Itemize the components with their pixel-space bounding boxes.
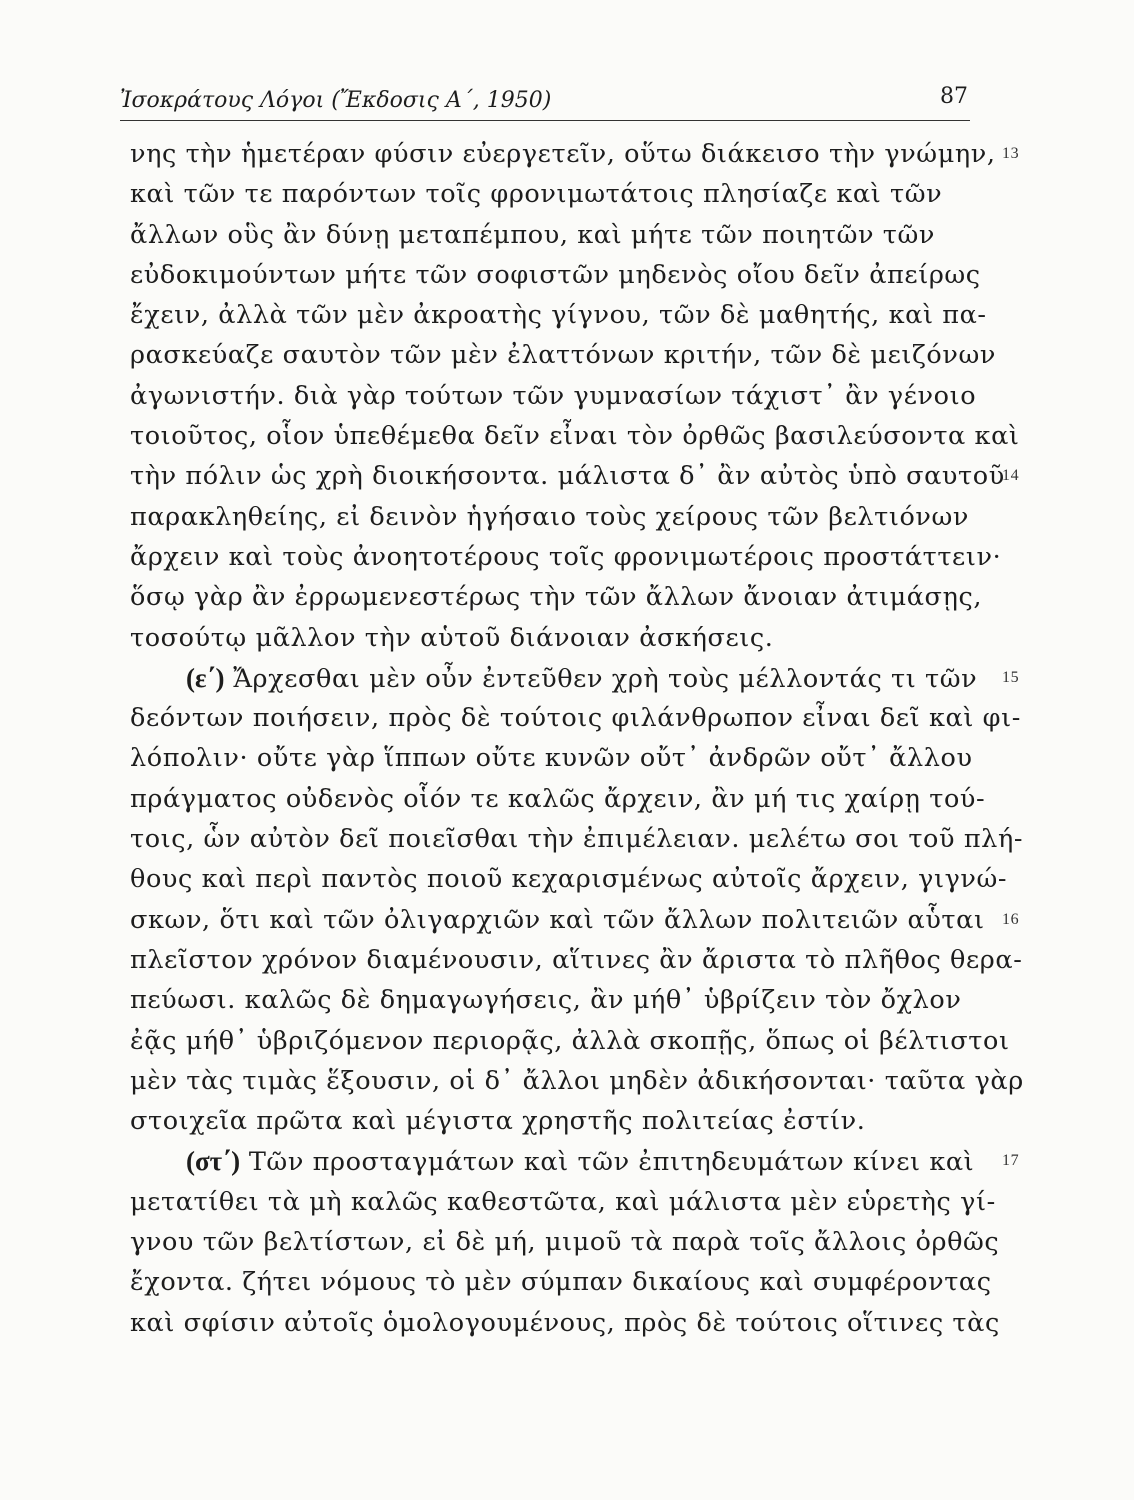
text-line <box>130 738 990 778</box>
line-text: ρασκεύαζε σαυτὸν τῶν μὲν ἐλαττόνων κριτήν, τῶν δὲ μειζόνων <box>130 340 996 371</box>
line-text: Τῶν προσταγμάτων καὶ τῶν ἐπιτηδευμάτων κίνει καὶ <box>248 1147 975 1178</box>
text-line <box>130 1141 1020 1181</box>
text-line <box>130 497 990 537</box>
body-text <box>130 134 1024 1343</box>
margin-paragraph-number: 13 <box>1002 145 1020 162</box>
line-text: λόπολιν· οὔτε γὰρ ἵππων οὔτε κυνῶν οὔτ᾽ ἀνδρῶν οὔτ᾽ ἄλλου <box>130 743 973 774</box>
text-line <box>130 134 1020 174</box>
text-line <box>130 1262 990 1302</box>
line-text: Ἄρχεσθαι μὲν οὖν ἐντεῦθεν χρὴ τοὺς μέλλοντάς τι τῶν <box>233 663 978 694</box>
text-line <box>130 215 990 255</box>
text-line <box>130 335 996 375</box>
text-line <box>130 1061 1024 1101</box>
line-text: μετατίθει τὰ μὴ καλῶς καθεστῶτα, καὶ μάλιστα μὲν εὑρετὴς γί- <box>130 1186 996 1217</box>
margin-paragraph-number: 17 <box>1002 1152 1020 1170</box>
line-text: εὐδοκιμούντων μήτε τῶν σοφιστῶν μηδενὸς οἴου δεῖν ἀπείρως <box>130 259 981 290</box>
text-line <box>130 1182 996 1222</box>
line-text: τοις, ὧν αὐτὸν δεῖ ποιεῖσθαι τὴν ἐπιμέλειαν. μελέτω σοι τοῦ πλή- <box>130 824 1024 855</box>
text-line <box>130 980 990 1020</box>
text-line <box>130 376 990 416</box>
text-line <box>130 174 990 214</box>
line-text: πεύωσι. καλῶς δὲ δημαγωγήσεις, ἂν μήθ᾽ ὑβρίζειν τὸν ὄχλον <box>130 985 962 1016</box>
running-header <box>120 84 970 121</box>
margin-paragraph-number: 15 <box>1002 668 1020 686</box>
line-text: καὶ σφίσιν αὐτοῖς ὁμολογουμένους, πρὸς δὲ τούτοις οἵτινες τὰς <box>130 1307 1000 1338</box>
text-line <box>130 658 1020 698</box>
line-text: τοσούτῳ μᾶλλον τὴν αὑτοῦ διάνοιαν ἀσκήσεις. <box>130 622 774 653</box>
line-text: μὲν τὰς τιμὰς ἕξουσιν, οἱ δ᾽ ἄλλοι μηδὲν ἀδικήσονται· ταῦτα γὰρ <box>130 1065 1024 1096</box>
line-text: καὶ τῶν τε παρόντων τοῖς φρονιμωτάτοις πλησίαζε καὶ τῶν <box>130 179 943 210</box>
line-text: ἔχειν, ἀλλὰ τῶν μὲν ἀκροατὴς γίγνου, τῶν δὲ μαθητής, καὶ πα- <box>130 300 987 331</box>
text-line <box>130 577 990 617</box>
text-line <box>130 537 1002 577</box>
text-line <box>130 779 990 819</box>
text-line <box>130 456 1020 496</box>
text-line <box>130 1222 1000 1262</box>
text-line <box>130 859 1008 899</box>
section-marker: (στ΄) <box>186 1146 241 1177</box>
text-line <box>130 940 1023 980</box>
line-text: παρακληθείης, εἰ δεινὸν ἡγήσαιο τοὺς χείρους τῶν βελτιόνων <box>130 501 970 532</box>
margin-paragraph-number: 14 <box>1002 467 1020 485</box>
line-text: δεόντων ποιήσειν, πρὸς δὲ τούτοις φιλάνθρωπον εἶναι δεῖ καὶ φι- <box>130 703 1021 734</box>
line-text: ἔχοντα. ζήτει νόμους τὸ μὲν σύμπαν δικαίους καὶ συμφέροντας <box>130 1267 992 1298</box>
text-line <box>130 819 1024 859</box>
line-text: ἀγωνιστήν. διὰ γὰρ τούτων τῶν γυμνασίων τάχιστ᾽ ἂν γένοιο <box>130 380 977 411</box>
line-text: σκων, ὅτι καὶ τῶν ὀλιγαρχιῶν καὶ τῶν ἄλλων πολιτειῶν αὗται <box>130 904 985 935</box>
section-marker: (ε΄) <box>186 662 225 693</box>
line-text: ὅσῳ γὰρ ἂν ἐρρωμενεστέρως τὴν τῶν ἄλλων ἄνοιαν ἀτιμάσῃς, <box>130 582 983 613</box>
text-line <box>130 295 990 335</box>
line-text: στοιχεῖα πρῶτα καὶ μέγιστα χρηστῆς πολιτείας ἐστίν. <box>130 1106 866 1137</box>
text-line <box>130 1303 1000 1343</box>
text-line <box>130 698 1021 738</box>
text-line <box>130 1101 990 1141</box>
margin-paragraph-number: 16 <box>1002 910 1020 928</box>
line-text: θους καὶ περὶ παντὸς ποιοῦ κεχαρισμένως αὐτοῖς ἄρχειν, γιγνώ- <box>130 864 1008 895</box>
line-text: ἄλλων οὓς ἂν δύνῃ μεταπέμπου, καὶ μήτε τῶν ποιητῶν τῶν <box>130 219 935 250</box>
header-title: Ἰσοκράτους Λόγοι (Ἔκδοσις Α΄, 1950) <box>120 88 552 113</box>
text-line <box>130 618 990 658</box>
line-text: ἐᾷς μήθ᾽ ὑβριζόμενον περιορᾷς, ἀλλὰ σκοπῇς, ὅπως οἱ βέλτιστοι <box>130 1025 1010 1056</box>
page-number: 87 <box>940 84 968 109</box>
text-line <box>130 255 990 295</box>
line-text: πλεῖστον χρόνον διαμένουσιν, αἵτινες ἂν ἄριστα τὸ πλῆθος θερα- <box>130 944 1023 975</box>
text-line <box>130 1021 1010 1061</box>
line-text: πράγματος οὐδενὸς οἷόν τε καλῶς ἄρχειν, ἂν μή τις χαίρῃ τού- <box>130 783 986 814</box>
line-text: ἄρχειν καὶ τοὺς ἀνοητοτέρους τοῖς φρονιμωτέροις προστάττειν· <box>130 541 1002 572</box>
text-line <box>130 900 1020 940</box>
line-text: γνου τῶν βελτίστων, εἰ δὲ μή, μιμοῦ τὰ παρὰ τοῖς ἄλλοις ὀρθῶς <box>130 1227 1000 1258</box>
line-text: τὴν πόλιν ὡς χρὴ διοικήσοντα. μάλιστα δ᾽ ἂν αὐτὸς ὑπὸ σαυτοῦ <box>130 461 1005 492</box>
line-text: τοιοῦτος, οἷον ὑπεθέμεθα δεῖν εἶναι τὸν ὀρθῶς βασιλεύσοντα καὶ <box>130 421 1020 452</box>
line-text: νης τὴν ἡμετέραν φύσιν εὐεργετεῖν, οὕτω διάκεισο τὴν γνώμην, <box>130 139 996 169</box>
text-line <box>130 416 1020 456</box>
